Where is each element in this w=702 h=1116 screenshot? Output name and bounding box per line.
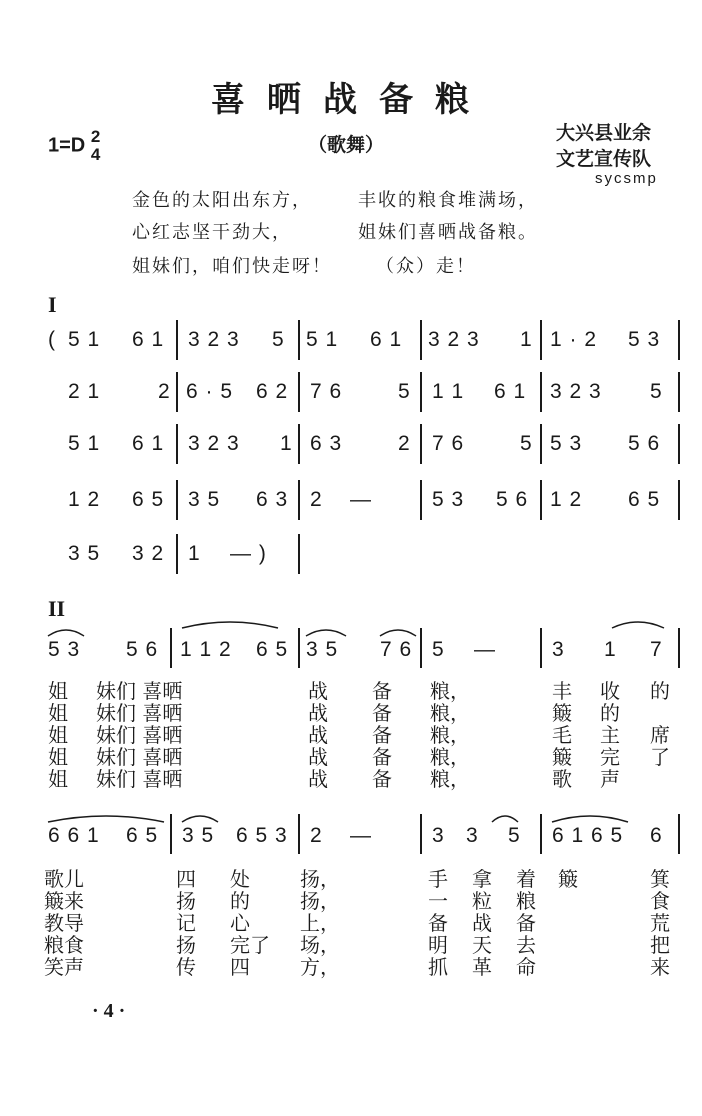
bar-line xyxy=(298,534,300,574)
note-group: 1 · 2 xyxy=(550,328,598,351)
page-number: · 4 · xyxy=(92,1000,126,1022)
lyric-syllable: 四 xyxy=(230,955,250,979)
bar-line xyxy=(176,534,178,574)
bar-line xyxy=(420,628,422,668)
lyric-syllable: 姐 xyxy=(48,723,68,747)
lyric-syllable: 去 xyxy=(516,933,536,957)
lyric-syllable: 心 xyxy=(230,911,250,935)
note-group: 3 2 xyxy=(132,542,165,565)
note-group: 6 1 xyxy=(132,432,165,455)
slur-mark xyxy=(490,810,520,824)
lyric-syllable: 簸 xyxy=(552,701,572,725)
lyric-syllable: 粮， xyxy=(430,745,470,769)
note-group: 5 xyxy=(520,432,533,455)
note-group: 5 xyxy=(398,380,411,403)
lyric-syllable: 备 xyxy=(372,679,392,703)
bar-line xyxy=(540,814,542,854)
lyric-syllable: 战 xyxy=(308,701,328,725)
source-mark: sycsmp xyxy=(595,170,658,187)
lyric-syllable: 扬 xyxy=(176,933,196,957)
verse-line-2b: 姐妹们喜晒战备粮。 xyxy=(358,222,538,243)
note-group: 6 3 xyxy=(256,488,289,511)
lyric-syllable: 妹们 喜晒 xyxy=(96,745,183,769)
bar-line xyxy=(540,480,542,520)
bar-line xyxy=(176,372,178,412)
lyric-syllable: 声 xyxy=(600,767,620,791)
lyric-syllable: 来 xyxy=(650,955,670,979)
lyric-syllable: 抓 xyxy=(428,955,448,979)
lyric-syllable: 备 xyxy=(372,723,392,747)
note-group: 6 5 xyxy=(126,824,159,847)
note-group: 5 1 xyxy=(68,328,101,351)
note-group: 6 6 1 xyxy=(48,824,100,847)
bar-line xyxy=(298,628,300,668)
note-group: — ) xyxy=(230,542,267,565)
time-signature xyxy=(91,128,100,164)
note-group: 5 1 xyxy=(68,432,101,455)
bar-line xyxy=(298,480,300,520)
lyric-syllable: 一 xyxy=(428,889,448,913)
lyric-syllable: 粮食 xyxy=(44,933,84,957)
note-group: 6 1 6 5 xyxy=(552,824,624,847)
org-line-2: 文艺宣传队 xyxy=(556,148,652,170)
note-group: 5 xyxy=(432,638,445,661)
slur-mark xyxy=(550,810,630,824)
section-2-label: II xyxy=(48,596,66,621)
note-group: 6 5 xyxy=(132,488,165,511)
bar-line xyxy=(298,424,300,464)
lyric-syllable: 歌 xyxy=(552,767,572,791)
note-group: 5 xyxy=(272,328,285,351)
note-group: 1 xyxy=(520,328,533,351)
note-group: — xyxy=(350,824,372,847)
lyric-syllable: 妹们 喜晒 xyxy=(96,701,183,725)
note-group: 7 6 xyxy=(380,638,413,661)
lyric-syllable: 命 xyxy=(516,955,536,979)
bar-line xyxy=(678,320,680,360)
lyric-syllable: 荒 xyxy=(650,911,670,935)
lyric-syllable: 姐 xyxy=(48,767,68,791)
lyric-syllable: 簸 xyxy=(552,745,572,769)
bar-line xyxy=(298,320,300,360)
note-group: 7 6 xyxy=(432,432,465,455)
note-group: 3 5 xyxy=(306,638,339,661)
bar-line xyxy=(420,372,422,412)
note-group: 3 5 xyxy=(188,488,221,511)
bar-line xyxy=(678,628,680,668)
lyric-syllable: 战 xyxy=(308,679,328,703)
lyric-syllable: 拿 xyxy=(472,867,492,891)
lyric-syllable: 革 xyxy=(472,955,492,979)
note-group: 6 · 5 xyxy=(186,380,234,403)
lyric-syllable: 明 xyxy=(428,933,448,957)
lyric-syllable: 粮 xyxy=(516,889,536,913)
lyric-syllable: 姐 xyxy=(48,679,68,703)
note-group: 2 xyxy=(158,380,171,403)
lyric-syllable: 记 xyxy=(176,911,196,935)
note-group: 3 2 3 xyxy=(188,328,240,351)
slur-mark xyxy=(46,624,86,638)
bar-line xyxy=(170,628,172,668)
lyric-syllable: 上， xyxy=(300,911,340,935)
lyric-syllable: 扬， xyxy=(300,889,340,913)
lyric-syllable: 的 xyxy=(600,701,620,725)
lyric-syllable: 歌儿 xyxy=(44,867,84,891)
note-group: 6 1 xyxy=(132,328,165,351)
slur-mark xyxy=(46,810,166,824)
bar-line xyxy=(176,480,178,520)
note-group: 1 1 2 xyxy=(180,638,232,661)
lyric-syllable: 完 xyxy=(600,745,620,769)
lyric-syllable: 备 xyxy=(372,745,392,769)
lyric-syllable: 粮， xyxy=(430,767,470,791)
slur-mark xyxy=(610,616,666,630)
lyric-syllable: 备 xyxy=(516,911,536,935)
slur-mark xyxy=(304,624,348,638)
note-group: 5 6 xyxy=(496,488,529,511)
bar-line xyxy=(540,628,542,668)
note-group: 6 5 3 xyxy=(236,824,288,847)
note-group: 1 xyxy=(604,638,617,661)
note-group: 6 5 xyxy=(256,638,289,661)
lyric-syllable: 四 xyxy=(176,867,196,891)
bar-line xyxy=(540,424,542,464)
section-1-label: I xyxy=(48,292,57,317)
lyric-syllable: 战 xyxy=(308,745,328,769)
bar-line xyxy=(540,320,542,360)
bar-line xyxy=(678,480,680,520)
note-group: 5 xyxy=(650,380,663,403)
lyric-syllable: 着 xyxy=(516,867,536,891)
note-group: 6 1 xyxy=(494,380,527,403)
lyric-syllable: 的 xyxy=(230,889,250,913)
note-group: 5 3 xyxy=(48,638,81,661)
bar-line xyxy=(170,814,172,854)
note-group: 1 xyxy=(280,432,293,455)
bar-line xyxy=(678,814,680,854)
lyric-syllable: 毛 xyxy=(552,723,572,747)
note-group: 1 xyxy=(188,542,201,565)
note-group: ( xyxy=(48,328,56,351)
lyric-syllable: 战 xyxy=(308,767,328,791)
note-group: 3 2 3 xyxy=(188,432,240,455)
bar-line xyxy=(540,372,542,412)
verse-line-3a: 姐妹们，咱们快走呀！ xyxy=(132,256,332,277)
lyric-syllable: 妹们 喜晒 xyxy=(96,679,183,703)
lyric-syllable: 妹们 喜晒 xyxy=(96,767,183,791)
time-top: 2 xyxy=(90,127,101,146)
lyric-syllable: 教导 xyxy=(44,911,84,935)
organization xyxy=(556,120,651,172)
note-group: 2 xyxy=(398,432,411,455)
time-bottom: 4 xyxy=(90,145,101,164)
lyric-syllable: 粮， xyxy=(430,679,470,703)
note-group: 3 2 3 xyxy=(550,380,602,403)
lyric-syllable: 天 xyxy=(472,933,492,957)
lyric-syllable: 丰 xyxy=(552,679,572,703)
slur-mark xyxy=(180,616,280,630)
bar-line xyxy=(420,320,422,360)
note-group: 1 2 xyxy=(68,488,101,511)
note-group: 2 xyxy=(310,488,323,511)
lyric-syllable: 笑声 xyxy=(44,955,84,979)
lyric-syllable: 备 xyxy=(372,767,392,791)
verse-line-1a: 金色的太阳出东方， xyxy=(132,190,312,211)
lyric-syllable: 传 xyxy=(176,955,196,979)
note-group: 6 2 xyxy=(256,380,289,403)
lyric-syllable: 扬 xyxy=(176,889,196,913)
lyric-syllable: 战 xyxy=(308,723,328,747)
bar-line xyxy=(420,424,422,464)
bar-line xyxy=(678,424,680,464)
note-group: 5 xyxy=(508,824,521,847)
note-group: 6 5 xyxy=(628,488,661,511)
note-group: — xyxy=(350,488,372,511)
lyric-syllable: 姐 xyxy=(48,701,68,725)
note-group: 6 xyxy=(650,824,663,847)
key-signature xyxy=(48,128,100,164)
note-group: 6 1 xyxy=(370,328,403,351)
note-group: 5 3 xyxy=(432,488,465,511)
slur-mark xyxy=(180,810,220,824)
note-group: 3 2 3 xyxy=(428,328,480,351)
note-group: 3 xyxy=(432,824,445,847)
lyric-syllable: 把 xyxy=(650,933,670,957)
lyric-syllable: 席 xyxy=(650,723,670,747)
note-group: 5 1 xyxy=(306,328,339,351)
bar-line xyxy=(420,480,422,520)
note-group: 5 6 xyxy=(126,638,159,661)
lyric-syllable: 的 xyxy=(650,679,670,703)
note-group: 3 xyxy=(552,638,565,661)
lyric-syllable: 战 xyxy=(472,911,492,935)
lyric-syllable: 备 xyxy=(372,701,392,725)
lyric-syllable: 处 xyxy=(230,867,250,891)
note-group: 3 5 xyxy=(68,542,101,565)
lyric-syllable: 粒 xyxy=(472,889,492,913)
verse-line-2a: 心红志坚干劲大， xyxy=(132,222,292,243)
lyric-syllable: 箕 xyxy=(650,867,670,891)
note-group: 5 3 xyxy=(628,328,661,351)
key-label: 1=D xyxy=(48,134,86,157)
bar-line xyxy=(298,814,300,854)
note-group: 1 1 xyxy=(432,380,465,403)
song-title: 喜晒战备粮 xyxy=(211,80,491,120)
note-group: 3 5 xyxy=(182,824,215,847)
lyric-syllable: 扬， xyxy=(300,867,340,891)
note-group: 2 1 xyxy=(68,380,101,403)
lyric-syllable: 完了 xyxy=(230,933,270,957)
slur-mark xyxy=(378,624,418,638)
note-group: — xyxy=(474,638,496,661)
bar-line xyxy=(420,814,422,854)
verse-line-1b: 丰收的粮食堆满场， xyxy=(358,190,538,211)
lyric-syllable: 主 xyxy=(600,723,620,747)
note-group: 2 xyxy=(310,824,323,847)
note-group: 5 6 xyxy=(628,432,661,455)
lyric-syllable: 了 xyxy=(650,745,670,769)
org-line-1: 大兴县业余 xyxy=(556,122,652,144)
lyric-syllable: 收 xyxy=(600,679,620,703)
note-group: 7 xyxy=(650,638,663,661)
lyric-syllable: 粮， xyxy=(430,701,470,725)
lyric-syllable: 手 xyxy=(428,867,448,891)
lyric-syllable: 簸 xyxy=(558,867,578,891)
note-group: 7 6 xyxy=(310,380,343,403)
lyric-syllable: 方， xyxy=(300,955,340,979)
note-group: 3 xyxy=(466,824,479,847)
lyric-syllable: 簸来 xyxy=(44,889,84,913)
lyric-syllable: 备 xyxy=(428,911,448,935)
genre-label: （歌舞） xyxy=(308,134,385,156)
note-group: 5 3 xyxy=(550,432,583,455)
bar-line xyxy=(678,372,680,412)
note-group: 1 2 xyxy=(550,488,583,511)
bar-line xyxy=(176,320,178,360)
lyric-syllable: 食 xyxy=(650,889,670,913)
lyric-syllable: 场， xyxy=(300,933,340,957)
note-group: 6 3 xyxy=(310,432,343,455)
lyric-syllable: 粮， xyxy=(430,723,470,747)
verse-line-3b: （众）走！ xyxy=(376,256,476,277)
bar-line xyxy=(176,424,178,464)
lyric-syllable: 姐 xyxy=(48,745,68,769)
lyric-syllable: 妹们 喜晒 xyxy=(96,723,183,747)
bar-line xyxy=(298,372,300,412)
